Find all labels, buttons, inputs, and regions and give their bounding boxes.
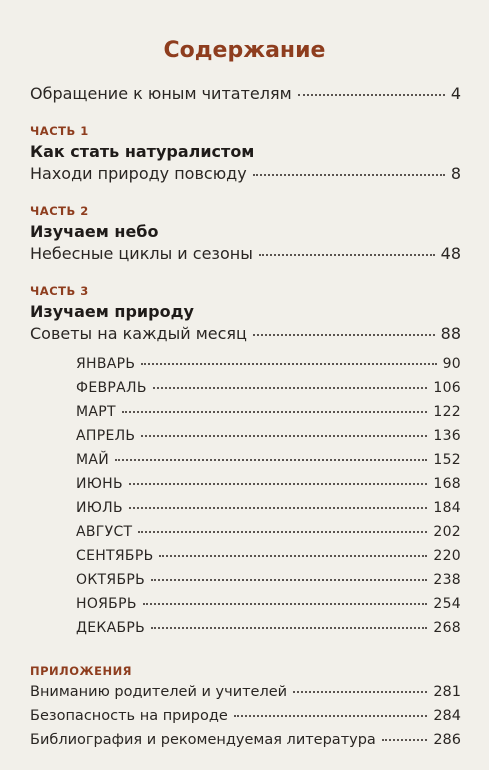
toc-entry-month: МАЙ 152 bbox=[76, 452, 461, 468]
toc-entry-appendix: Библиография и рекомендуемая литература 286 bbox=[30, 732, 461, 748]
part-3-title: Изучаем природу bbox=[30, 302, 194, 321]
toc-entry: Небесные циклы и сезоны 48 bbox=[30, 244, 461, 263]
toc-entry-month: ИЮЛЬ 184 bbox=[76, 500, 461, 516]
toc-entry-month: ФЕВРАЛЬ 106 bbox=[76, 380, 461, 396]
part-2-title: Изучаем небо bbox=[30, 222, 159, 241]
appendices-label: ПРИЛОЖЕНИЯ bbox=[30, 664, 133, 678]
toc-entry-month: ЯНВАРЬ 90 bbox=[76, 356, 461, 372]
part-1-title: Как стать натуралистом bbox=[30, 142, 255, 161]
toc-entry: Советы на каждый месяц 88 bbox=[30, 324, 461, 343]
toc-entry-appendix: Вниманию родителей и учителей 281 bbox=[30, 684, 461, 700]
toc-entry-month: НОЯБРЬ 254 bbox=[76, 596, 461, 612]
part-3-label: ЧАСТЬ 3 bbox=[30, 284, 89, 298]
toc-entry: Находи природу повсюду 8 bbox=[30, 164, 461, 183]
part-2-label: ЧАСТЬ 2 bbox=[30, 204, 89, 218]
toc-entry-month: ИЮНЬ 168 bbox=[76, 476, 461, 492]
toc-entry-month: ДЕКАБРЬ 268 bbox=[76, 620, 461, 636]
toc-entry-month: АВГУСТ 202 bbox=[76, 524, 461, 540]
toc-entry-month: ОКТЯБРЬ 238 bbox=[76, 572, 461, 588]
toc-entry-month: СЕНТЯБРЬ 220 bbox=[76, 548, 461, 564]
toc-entry-intro: Обращение к юным читателям 4 bbox=[30, 84, 461, 103]
toc-entry-month: МАРТ 122 bbox=[76, 404, 461, 420]
toc-entry-appendix: Безопасность на природе 284 bbox=[30, 708, 461, 724]
part-1-label: ЧАСТЬ 1 bbox=[30, 124, 89, 138]
page-title: Содержание bbox=[163, 38, 326, 63]
toc-entry-month: АПРЕЛЬ 136 bbox=[76, 428, 461, 444]
